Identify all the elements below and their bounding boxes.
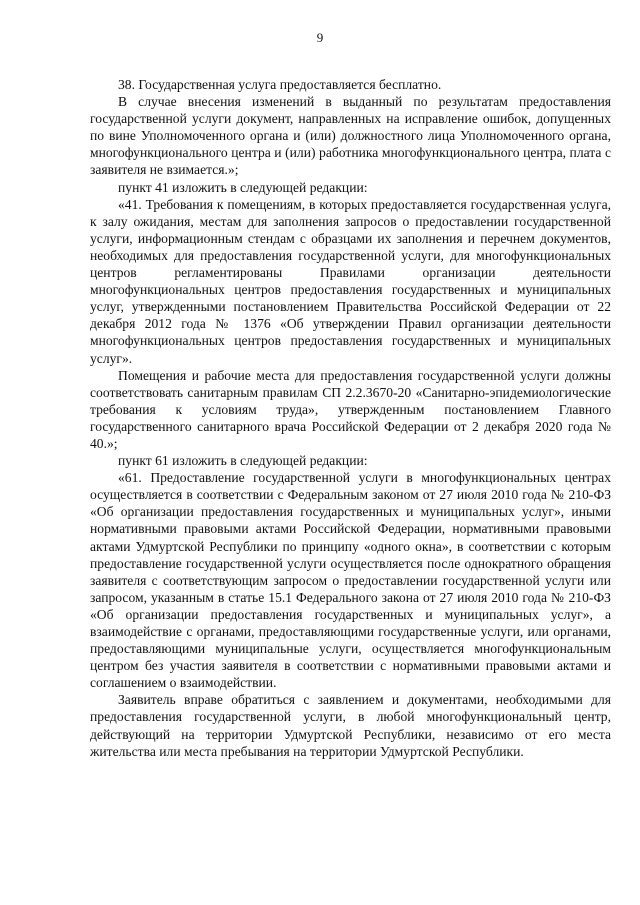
paragraph-41-requirements: «41. Требования к помещениям, в которых предоставляется государственная услуга, к залу ожидания, местам для заполнения запросов о предоставлении государственной услуги, информационным стендам с образцами их заполнения и перечнем документов, необходимых для предоставления государственной услуги, для многофункциональных центров регламентированы Правилами организации деятельности многофункциональных центров предоставления государственных и муниципальных услуг, утвержденными постановлением Правительства Российской Федерации от 22 декабря 2012 года № 1376 «Об утверждении Правил организации деятельности многофункциональных центров предоставления государственных и муниципальных услуг». (90, 196, 611, 366)
paragraph-61-mfc-provision: «61. Предоставление государственной услуги в многофункциональных центрах осуществляется в соответствии с Федеральным законом от 27 июля 2010 года № 210-ФЗ «Об организации предоставления государственных и муниципальных услуг», иными нормативными правовыми актами Российской Федерации, нормативными правовыми актами Удмуртской Республики по принципу «одного окна», в соответствии с которым предоставление государственной услуги осуществляется после однократного обращения заявителя с соответствующим запросом о предоставлении государственной услуги или запросом, указанным в статье 15.1 Федерального закона от 27 июля 2010 года № 210-ФЗ «Об организации предоставления государственных и муниципальных услуг», а взаимодействие с органами, предоставляющими государственные услуги, или органами, предоставляющими муниципальные услуги, осуществляется многофункциональным центром без участия заявителя в соответствии с нормативными правовыми актами и соглашением о взаимодействии. (90, 470, 611, 691)
paragraph-38-free-of-charge: 38. Государственная услуга предоставляется бесплатно. (118, 77, 442, 92)
paragraph-38-corrections: В случае внесения изменений в выданный по результатам предоставления государственной услуги документ, направленных на исправление ошибок, допущенных по вине Уполномоченного органа и (или) должностного лица Уполномоченного органа, многофункционального центра и (или) работника многофункционального центра, плата с заявителя не взимается.»; (90, 94, 611, 178)
paragraph-item-61-intro: пункт 61 изложить в следующей редакции: (118, 453, 368, 469)
paragraph-item-41-intro: пункт 41 изложить в следующей редакции: (118, 179, 368, 195)
document-body (90, 76, 611, 760)
paragraph-61-applicant-right: Заявитель вправе обратиться с заявлением и документами, необходимыми для предоставления государственной услуги, в любой многофункциональный центр, действующий на территории Удмуртской Республики, независимо от его места жительства или места пребывания на территории Удмуртской Республики. (90, 692, 611, 759)
page-number: 9 (316, 30, 324, 45)
paragraph-41-sanitary-rules: Помещения и рабочие места для предоставления государственной услуги должны соответствовать санитарным правилам СП 2.2.3670-20 «Санитарно-эпидемиологические требования к условиям труда», утвержденным постановлением Главного государственного санитарного врача Российской Федерации от 2 декабря 2020 года № 40.»; (90, 367, 611, 451)
